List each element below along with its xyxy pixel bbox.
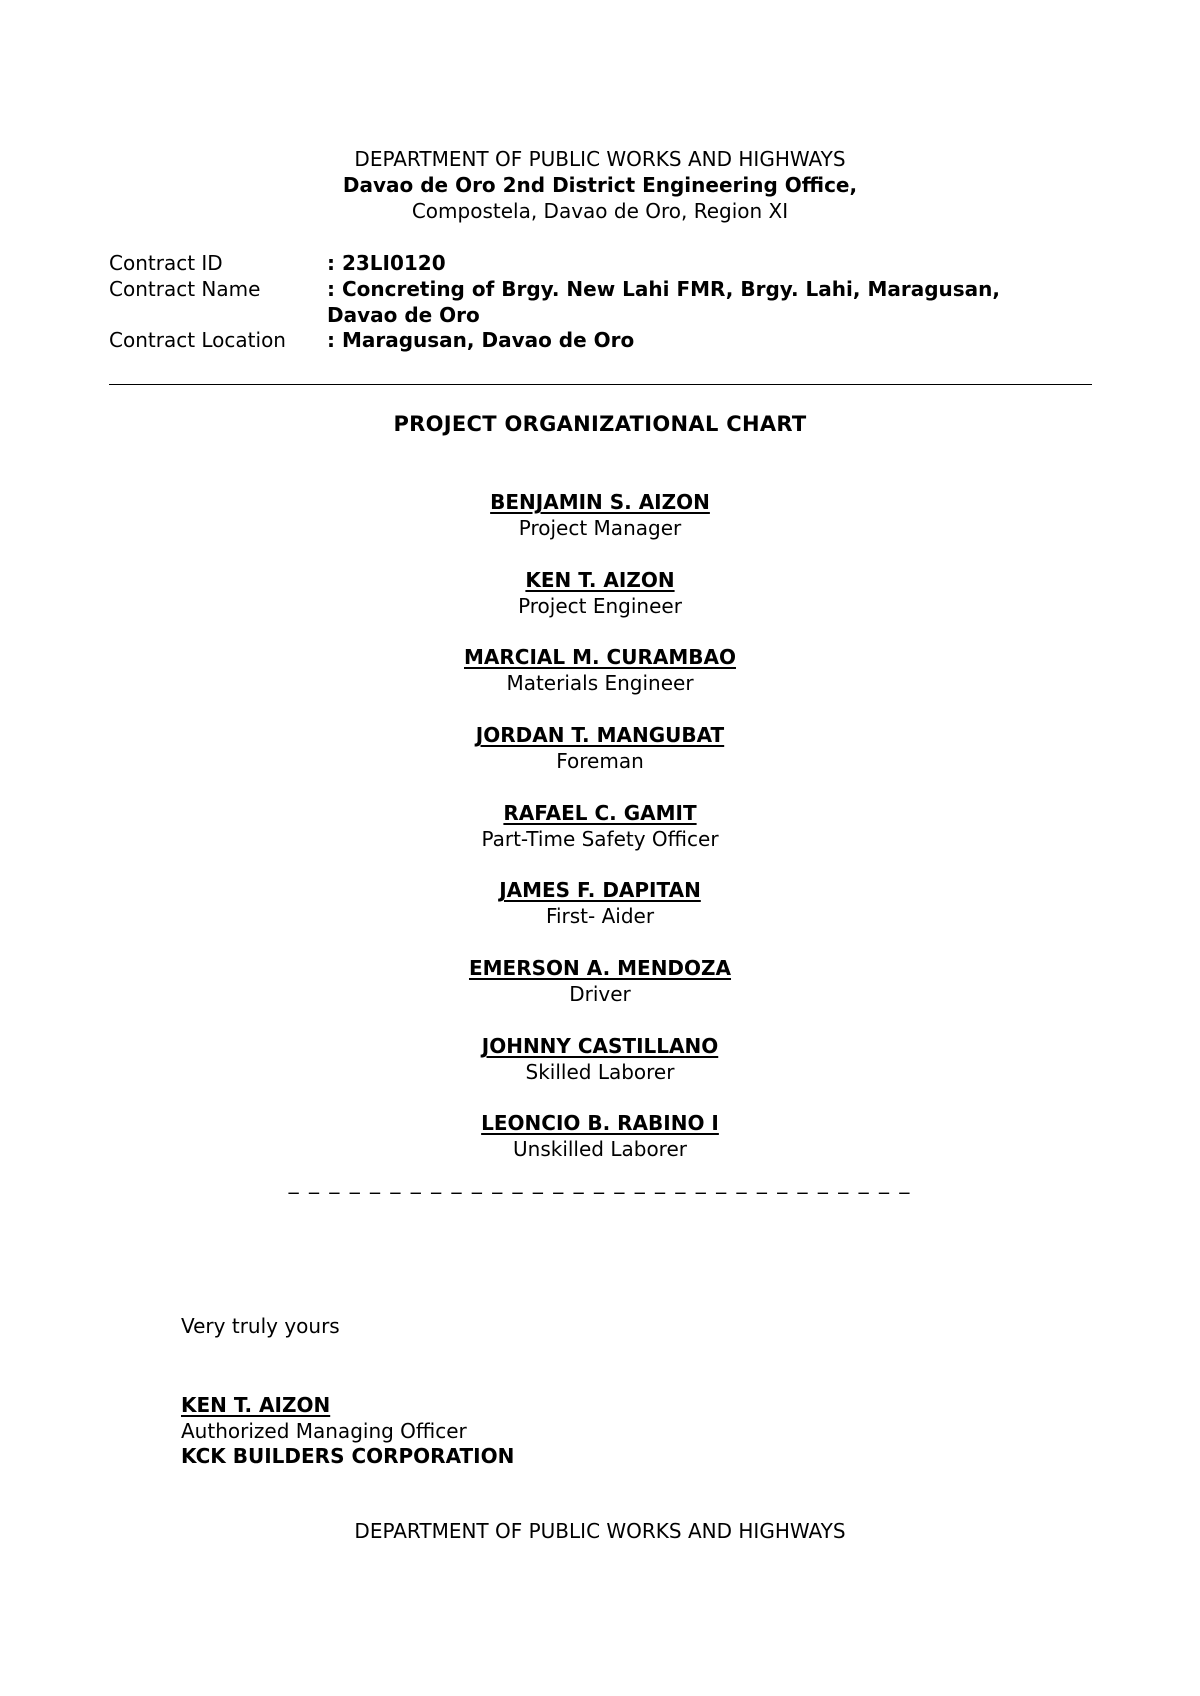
person-role: First- Aider <box>545 904 655 928</box>
person-role: Materials Engineer <box>506 671 694 695</box>
person-entry <box>0 489 1200 541</box>
contract-location-label: Contract Location <box>109 328 286 352</box>
person-name: LEONCIO B. RABINO I <box>481 1111 719 1135</box>
closing-salutation: Very truly yours <box>181 1314 340 1338</box>
department-heading: DEPARTMENT OF PUBLIC WORKS AND HIGHWAYS <box>354 147 846 171</box>
person-entry <box>0 955 1200 1007</box>
person-name: KEN T. AIZON <box>525 568 675 592</box>
horizontal-rule <box>109 384 1092 385</box>
office-address: Compostela, Davao de Oro, Region XI <box>411 199 789 223</box>
contract-id-label: Contract ID <box>109 251 223 275</box>
person-entry <box>0 644 1200 696</box>
contract-id-value: : 23LI0120 <box>327 251 446 275</box>
contract-name-label: Contract Name <box>109 277 261 301</box>
contract-location-value: : Maragusan, Davao de Oro <box>327 328 635 352</box>
company-name: KCK BUILDERS CORPORATION <box>181 1444 515 1468</box>
person-role: Project Manager <box>518 516 682 540</box>
chart-title: PROJECT ORGANIZATIONAL CHART <box>393 412 807 436</box>
footer-department: DEPARTMENT OF PUBLIC WORKS AND HIGHWAYS <box>354 1519 846 1543</box>
person-name: EMERSON A. MENDOZA <box>468 956 732 980</box>
person-entry <box>0 567 1200 619</box>
person-role: Skilled Laborer <box>525 1060 675 1084</box>
person-role: Foreman <box>556 749 644 773</box>
person-entry <box>0 1110 1200 1162</box>
contract-name-value-line1: : Concreting of Brgy. New Lahi FMR, Brgy. Lahi, Maragusan, <box>327 277 1000 301</box>
office-heading: Davao de Oro 2nd District Engineering Office, <box>342 173 858 197</box>
person-name: JOHNNY CASTILLANO <box>481 1034 719 1058</box>
person-role: Driver <box>569 982 631 1006</box>
person-name: BENJAMIN S. AIZON <box>490 490 710 514</box>
contract-name-value-line2: Davao de Oro <box>327 303 480 327</box>
person-name: MARCIAL M. CURAMBAO <box>464 645 736 669</box>
person-name: RAFAEL C. GAMIT <box>503 801 697 825</box>
signatory-title: Authorized Managing Officer <box>181 1419 467 1443</box>
person-entry <box>0 877 1200 929</box>
person-name: JAMES F. DAPITAN <box>499 878 701 902</box>
person-entry <box>0 722 1200 774</box>
signatory-name: KEN T. AIZON <box>181 1393 331 1417</box>
person-role: Part-Time Safety Officer <box>481 827 719 851</box>
person-name: JORDAN T. MANGUBAT <box>475 723 725 747</box>
person-entry <box>0 800 1200 852</box>
person-role: Unskilled Laborer <box>513 1137 687 1161</box>
person-entry <box>0 1033 1200 1085</box>
dashed-divider: _ _ _ _ _ _ _ _ _ _ _ _ _ _ _ _ _ _ _ _ _ _ _ _ _ _ _ _ _ _ _ <box>288 1170 912 1194</box>
person-role: Project Engineer <box>518 594 682 618</box>
